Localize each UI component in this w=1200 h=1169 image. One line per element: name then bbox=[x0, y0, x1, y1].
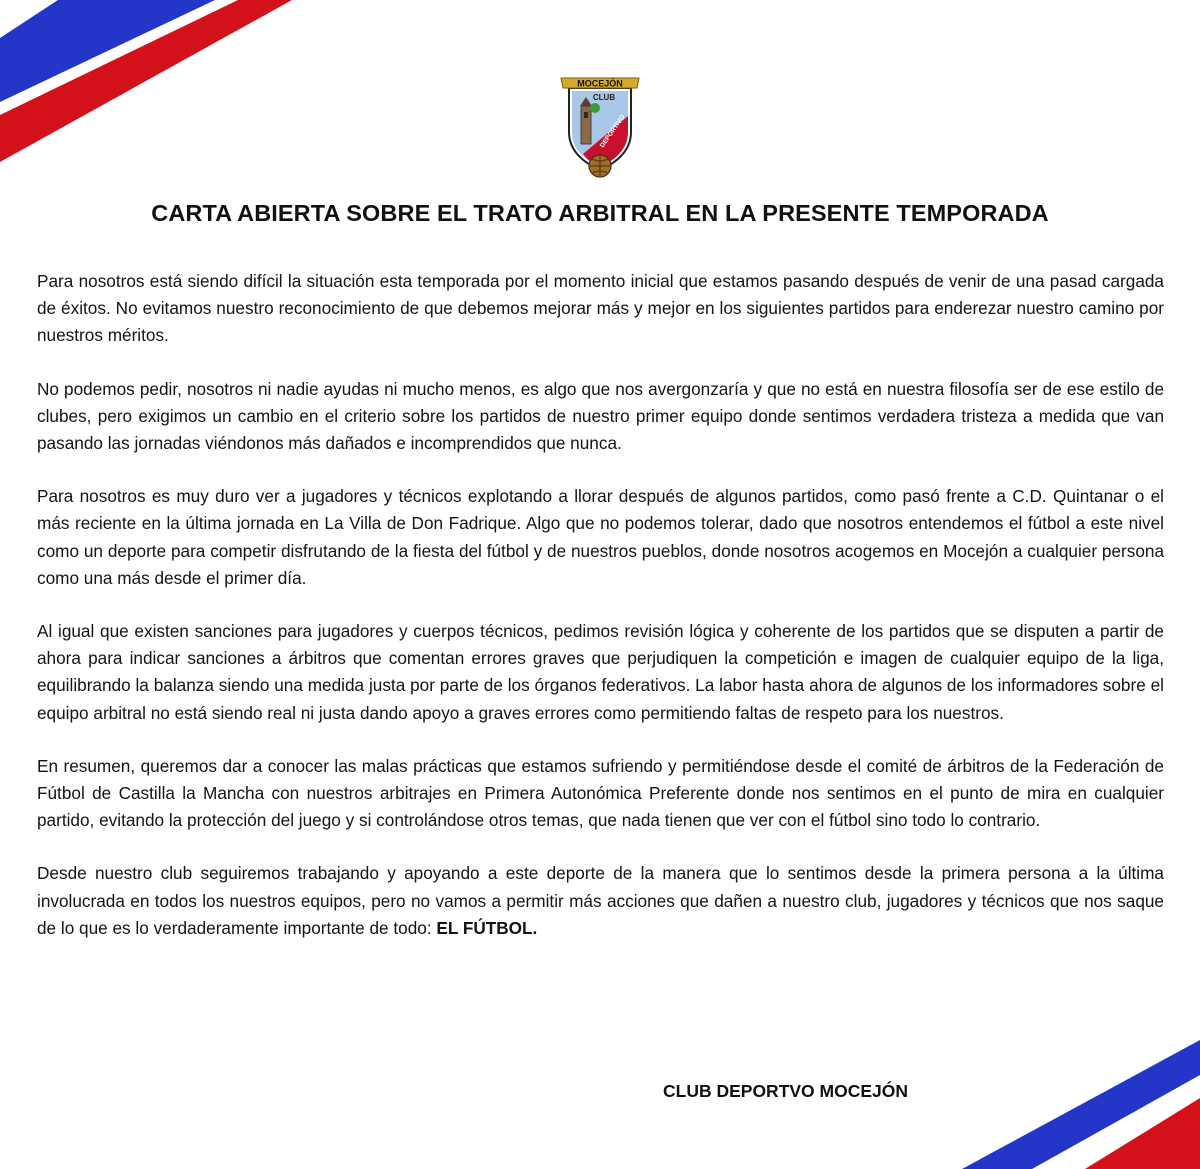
paragraph-3: Para nosotros es muy duro ver a jugadores y técnicos explotando a llorar después de algunos partidos, como pasó frente a C.D. Quintanar o el más reciente en la última jornada en La Villa de Don Fadrique. Algo que no podemos tolerar, dado que nosotros entendemos el fútbol a este nivel como un deporte para competir disfrutando de la fiesta del fútbol y de nuestros pueblos, donde nosotros acogemos en Mocejón a cualquier persona como una más desde el primer día. bbox=[37, 486, 1164, 588]
paragraph-6-emphasis: EL FÚTBOL. bbox=[436, 917, 538, 938]
letter-title: CARTA ABIERTA SOBRE EL TRATO ARBITRAL EN LA PRESENTE TEMPORADA bbox=[151, 200, 1049, 226]
tree-icon bbox=[590, 103, 600, 113]
letter-body bbox=[37, 268, 1164, 968]
paragraph-4: Al igual que existen sanciones para jugadores y cuerpos técnicos, pedimos revisión lógica y coherente de los partidos que se disputen a partir de ahora para indicar sanciones a árbitros que comentan errores graves que perjudiquen la competición e imagen de cualquier equipo de la liga, equilibrando la balanza siendo una medida justa por parte de los órganos federativos. La labor hasta ahora de algunos de los informadores sobre el equipo arbitral no está siendo real ni justa dando apoyo a graves errores como permitiendo faltas de respeto para los nuestros. bbox=[37, 621, 1164, 723]
crest-diagonal-text: DEPORTIVO bbox=[598, 113, 627, 150]
crest-banner-text: MOCEJÓN bbox=[577, 78, 623, 89]
paragraph-5: En resumen, queremos dar a conocer las malas prácticas que estamos sufriendo y permitiéndose desde el comité de árbitros de la Federación de Fútbol de Castilla la Mancha con nuestros arbitrajes en Primera Autonómica Preferente donde nos sentimos en el punto de mira en cualquier partido, evitando la protección del juego y si controlándose otros temas, que nada tienen que ver con el fútbol sino todo lo contrario. bbox=[37, 755, 1164, 831]
paragraph-1: Para nosotros está siendo difícil la situación esta temporada por el momento inicial que estamos pasando después de venir de una pasad cargada de éxitos. No evitamos nuestro reconocimiento de que debemos mejorar más y mejor en los siguientes partidos para enderezar nuestro camino por nuestros méritos. bbox=[37, 271, 1164, 346]
club-crest-logo bbox=[559, 70, 641, 180]
church-tower-icon bbox=[581, 106, 591, 144]
tower-window bbox=[584, 112, 588, 118]
paragraph-6 bbox=[37, 860, 1164, 942]
paragraph-2: No podemos pedir, nosotros ni nadie ayudas ni mucho menos, es algo que nos avergonzaría y que no está en nuestra filosofía ser de ese estilo de clubes, pero exigimos un cambio en el criterio sobre los partidos de nuestro primer equipo donde sentimos verdadera tristeza a medida que van pasando las jornadas viéndonos más dañados e incomprendidos que nunca. bbox=[37, 378, 1164, 454]
paragraph-6-text: Desde nuestro club seguiremos trabajando y apoyando a este deporte de la manera que lo sentimos desde la primera persona a la última involucrada en todos los nuestros equipos, pero no vamos a permitir más acciones que dañen a nuestro club, jugadores y técnicos que nos saque de lo que es lo verdaderamente importante de todo: bbox=[37, 863, 1164, 938]
red-stripe-bottom-right bbox=[1085, 1098, 1200, 1169]
top-left-stripes bbox=[0, 0, 292, 162]
bottom-right-stripes bbox=[962, 1040, 1200, 1169]
crest-club-text: CLUB bbox=[592, 93, 616, 102]
red-stripe-top-left bbox=[0, 0, 292, 162]
blue-stripe-top-left bbox=[0, 0, 215, 102]
blue-stripe-bottom-right bbox=[962, 1040, 1200, 1169]
signature: CLUB DEPORTVO MOCEJÓN bbox=[663, 1081, 909, 1101]
